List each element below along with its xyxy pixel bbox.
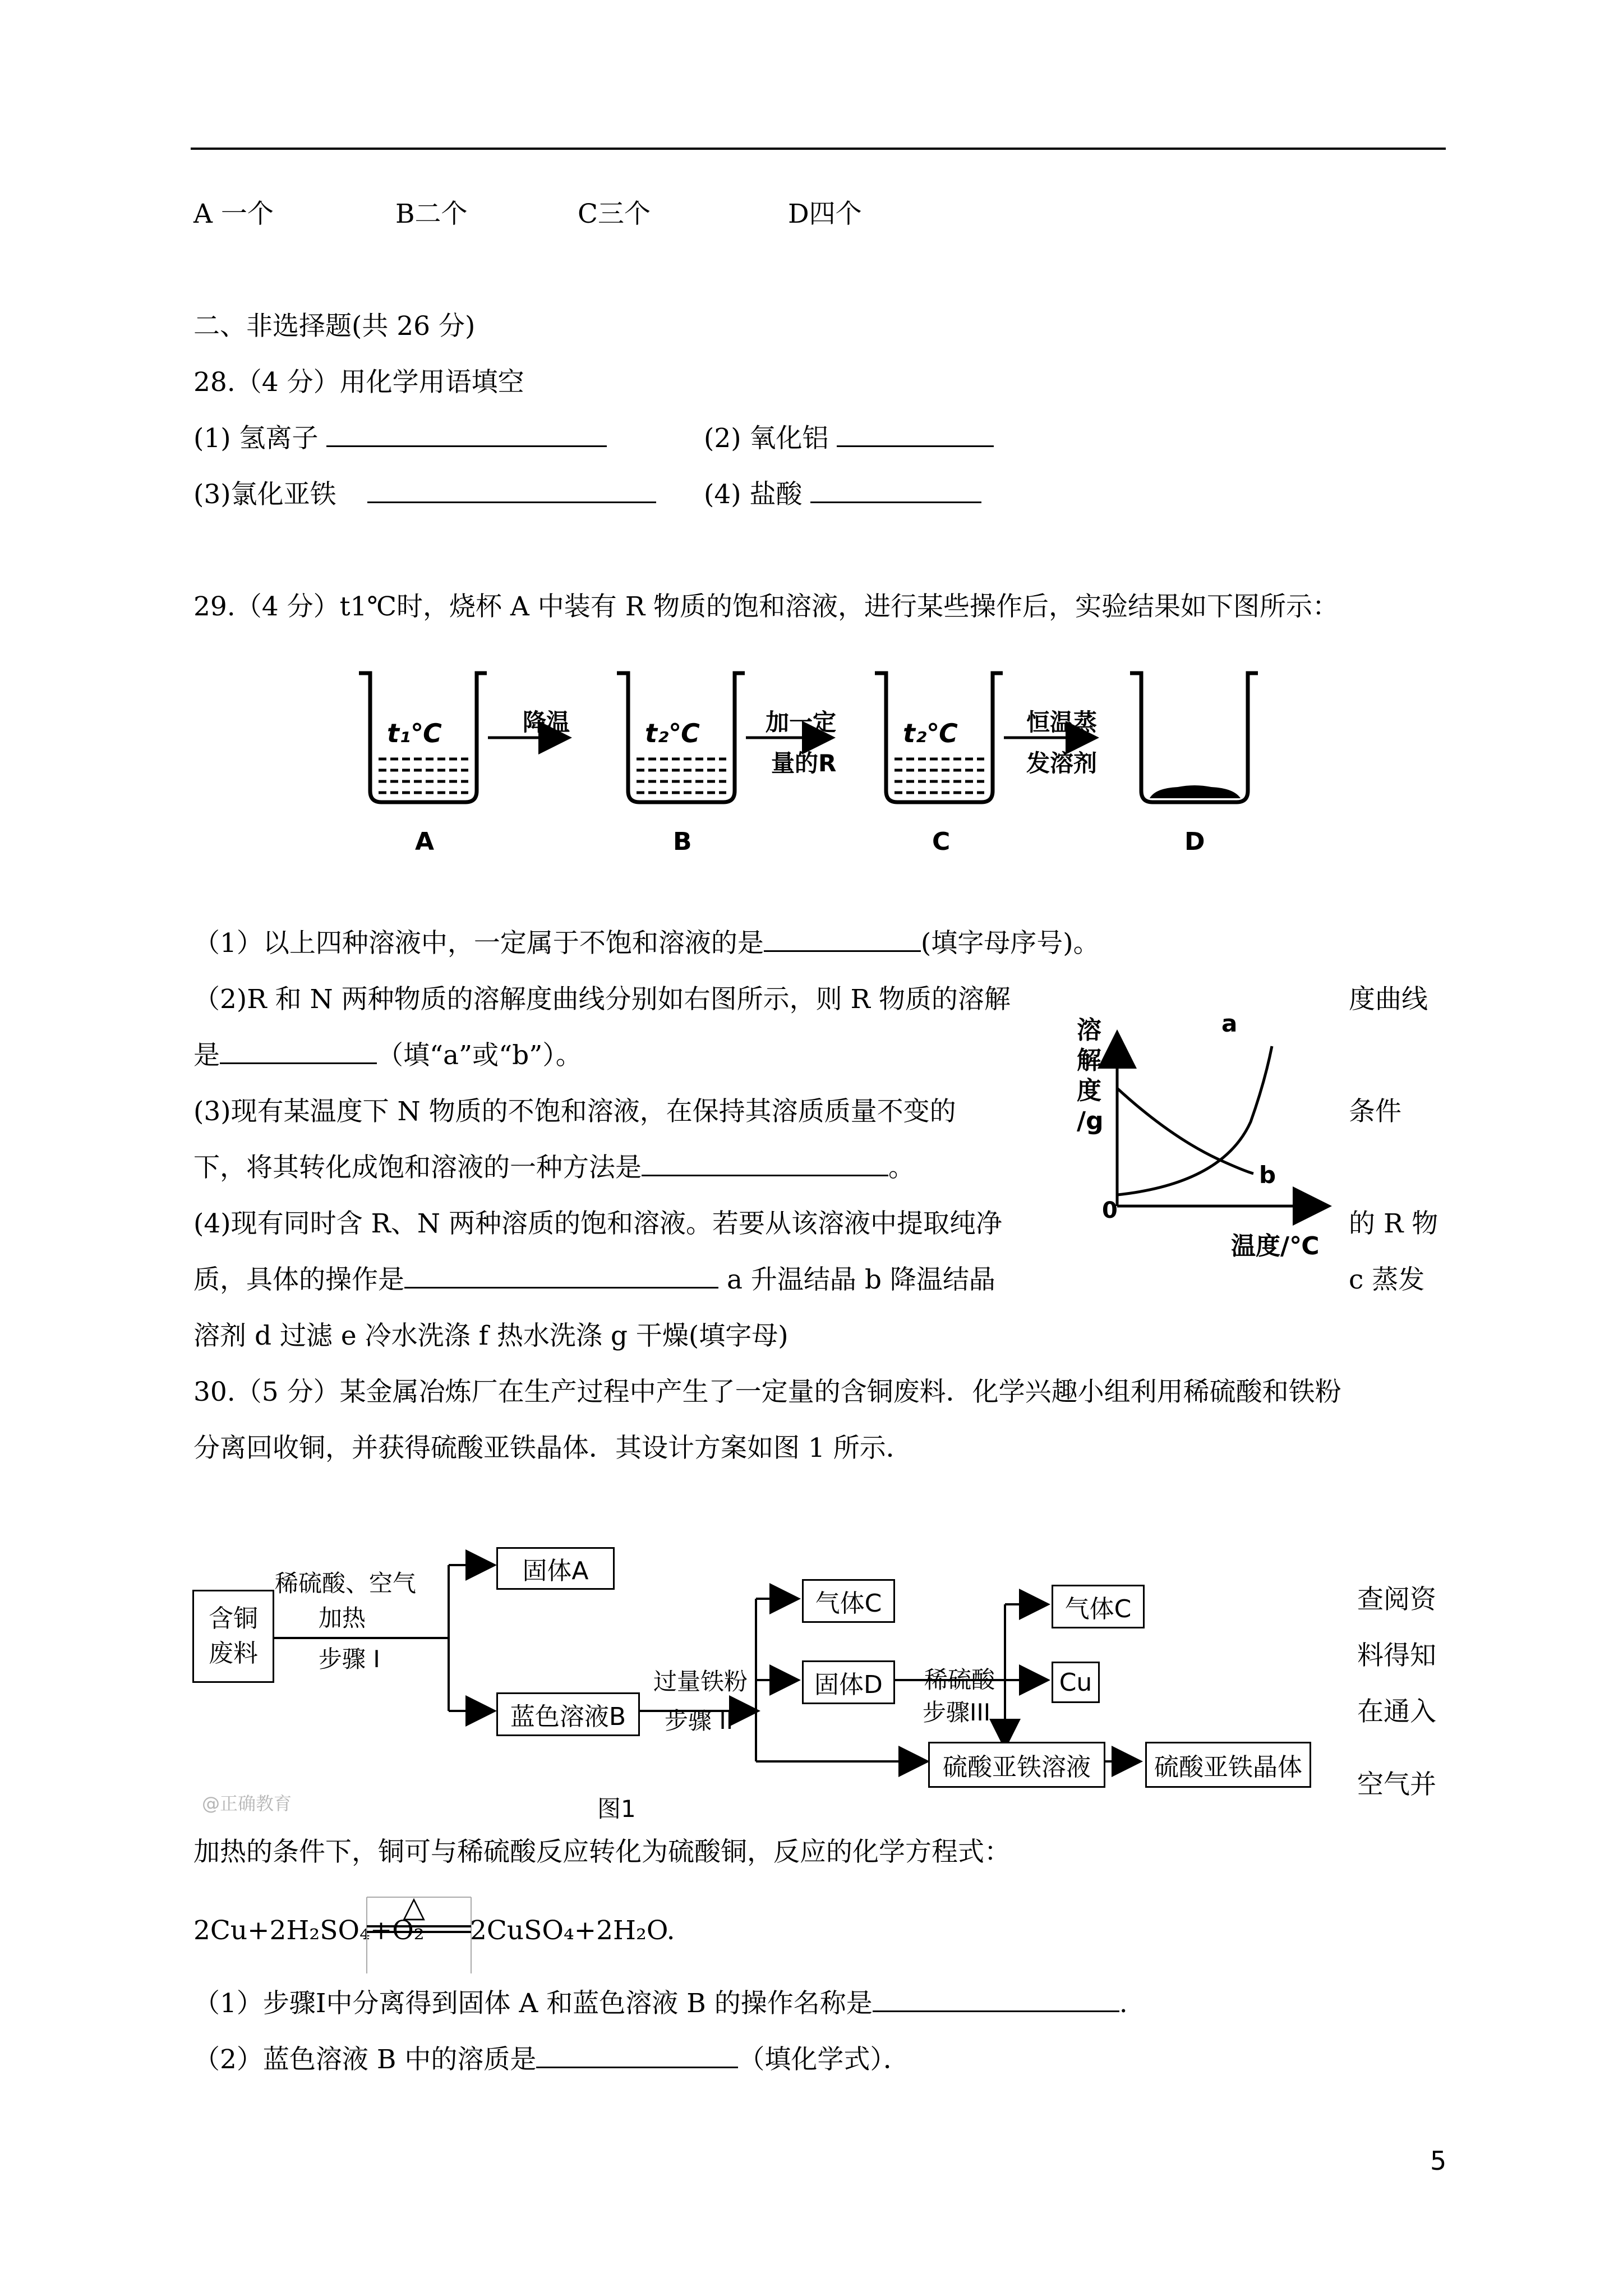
beaker-c-label: C [932,827,951,856]
q28-item-2: (2) 氧化铝 [704,422,994,455]
q27-option-a: A 一个 [193,199,274,229]
step2-reagent: 过量铁粉 [653,1668,748,1695]
answer-blank[interactable] [367,479,656,503]
beaker-b-liquid [637,759,726,793]
graph-ylabel: 溶 解 度 /g [1077,1016,1104,1135]
step1-reagent-2: 加热 [319,1604,366,1632]
beaker-a-liquid [379,759,468,793]
flow-start-box: 含铜 废料 [192,1590,274,1683]
cu-box: Cu [1052,1662,1100,1703]
curve-b-label: b [1259,1161,1276,1189]
answer-blank[interactable] [764,928,921,952]
answer-blank[interactable] [404,1264,718,1289]
arrow-3-label-line2: 发溶剂 [1026,749,1098,777]
q27-option-d: D四个 [788,199,862,229]
answer-blank[interactable] [642,1152,888,1176]
q28-item-4: (4) 盐酸 [704,478,981,512]
equation-left: 2Cu+2H₂SO₄+O₂ [193,1915,425,1946]
q29-sub4-right2: c 蒸发 [1349,1264,1425,1295]
q28-item-3: (3)氯化亚铁 [193,478,656,512]
q29-sub2-right: 度曲线 [1349,984,1428,1015]
q30-stem-line1: 30.（5 分）某金属冶炼厂在生产过程中产生了一定量的含铜废料．化学兴趣小组利用稀硫酸和铁粉 [193,1377,1341,1407]
q29-sub1: （1）以上四种溶液中，一定属于不饱和溶液的是 (填字母序号)。 [193,928,1100,959]
beaker-d-label: D [1184,827,1205,856]
q29-sub2-line2: 是 （填“a”或“b”）。 [193,1040,582,1071]
answer-blank[interactable] [873,1988,1119,2012]
answer-blank[interactable] [837,423,994,447]
answer-blank[interactable] [220,1040,377,1064]
side-text-1: 查阅资 [1357,1584,1436,1615]
side-text-3: 在通入 [1357,1696,1436,1727]
q30-sub2: （2）蓝色溶液 B 中的溶质是 （填化学式）． [193,2044,910,2075]
beaker-c-liquid [895,759,984,793]
beaker-b-temp: t₂℃ [645,718,700,748]
beaker-a-label: A [415,827,435,856]
q29-sub3-right: 条件 [1349,1096,1401,1127]
watermark: @正确教育 [202,1793,292,1814]
arrow-1-label: 降温 [523,708,570,736]
q28-stem: 28.（4 分）用化学用语填空 [193,367,524,398]
beaker-d-crystals [1150,785,1241,798]
feso4-crystal-box: 硫酸亚铁晶体 [1145,1742,1311,1788]
side-text-4: 空气并 [1357,1769,1436,1800]
gas-c-box-1: 气体C [802,1579,895,1623]
arrow-3-label-line1: 恒温蒸 [1026,708,1098,736]
q29-sub2-line1: （2)R 和 N 两种物质的溶解度曲线分别如右图所示，则 R 物质的溶解 [193,984,1011,1015]
q29-sub4-line1: (4)现有同时含 R、N 两种溶质的饱和溶液。若要从该溶液中提取纯净 [193,1208,1002,1239]
step2-name: 步骤 II [665,1707,734,1734]
curve-b [1117,1088,1253,1174]
q27-option-b: B二个 [395,199,468,229]
solid-d-box: 固体D [802,1660,895,1704]
step3-reagent: 稀硫酸 [924,1666,995,1694]
q29-sub4-right: 的 R 物 [1349,1208,1438,1239]
q29-sub4-line2: 质，具体的操作是 a 升温结晶 b 降温结晶 [193,1264,995,1295]
equation-condition: △ [403,1890,425,1924]
answer-blank[interactable] [326,423,607,447]
solid-a-box: 固体A [496,1547,615,1590]
beaker-c-temp: t₂℃ [903,718,958,748]
q30-stem-line2: 分离回收铜，并获得硫酸亚铁晶体．其设计方案如图 1 所示． [193,1433,912,1464]
step1-reagent-1: 稀硫酸、空气 [275,1570,417,1597]
q28-item-1: (1) 氢离子 [193,422,607,455]
graph-xlabel: 温度/℃ [1231,1232,1320,1260]
curve-a-label: a [1221,1010,1238,1037]
q29-sub3-line1: (3)现有某温度下 N 物质的不饱和溶液，在保持其溶质质量不变的 [193,1096,956,1127]
section-title: 二、非选择题(共 26 分) [193,311,476,342]
blue-solution-box: 蓝色溶液B [496,1692,640,1736]
step1-name: 步骤 I [319,1645,380,1673]
figure-caption: 图1 [597,1795,636,1823]
arrow-2-label-line1: 加一定 [766,708,837,736]
solubility-graph [1094,1021,1340,1257]
side-text-2: 料得知 [1357,1640,1436,1671]
arrow-2-label-line2: 量的R [771,749,837,777]
answer-blank[interactable] [810,479,981,503]
header-rule [191,148,1446,150]
q27-option-c: C三个 [578,199,651,229]
beaker-b-label: B [673,827,692,856]
graph-origin: 0 [1102,1198,1118,1223]
beaker-d [1130,673,1258,802]
q30-sub1: （1）步骤Ⅰ中分离得到固体 A 和蓝色溶液 B 的操作名称是 . [193,1988,1128,2019]
step3-name: 步骤III [923,1699,991,1726]
page-number: 5 [1430,2146,1447,2176]
beaker-a-temp: t₁℃ [387,718,442,748]
answer-blank[interactable] [536,2044,738,2068]
equation-right: 2CuSO₄+2H₂O. [470,1915,675,1946]
q29-sub3-line2: 下，将其转化成饱和溶液的一种方法是 。 [193,1152,915,1183]
gas-c-box-2: 气体C [1052,1585,1145,1628]
q29-stem: 29.（4 分）t1℃时，烧杯 A 中装有 R 物质的饱和溶液，进行某些操作后，实验结果如下图所示： [193,591,1339,622]
q29-sub4-line3: 溶剂 d 过滤 e 冷水洗涤 f 热水洗涤 g 干燥(填字母) [193,1320,789,1351]
q30-info: 加热的条件下，铜可与稀硫酸反应转化为硫酸铜，反应的化学方程式： [193,1837,1011,1867]
feso4-solution-box: 硫酸亚铁溶液 [928,1742,1105,1788]
